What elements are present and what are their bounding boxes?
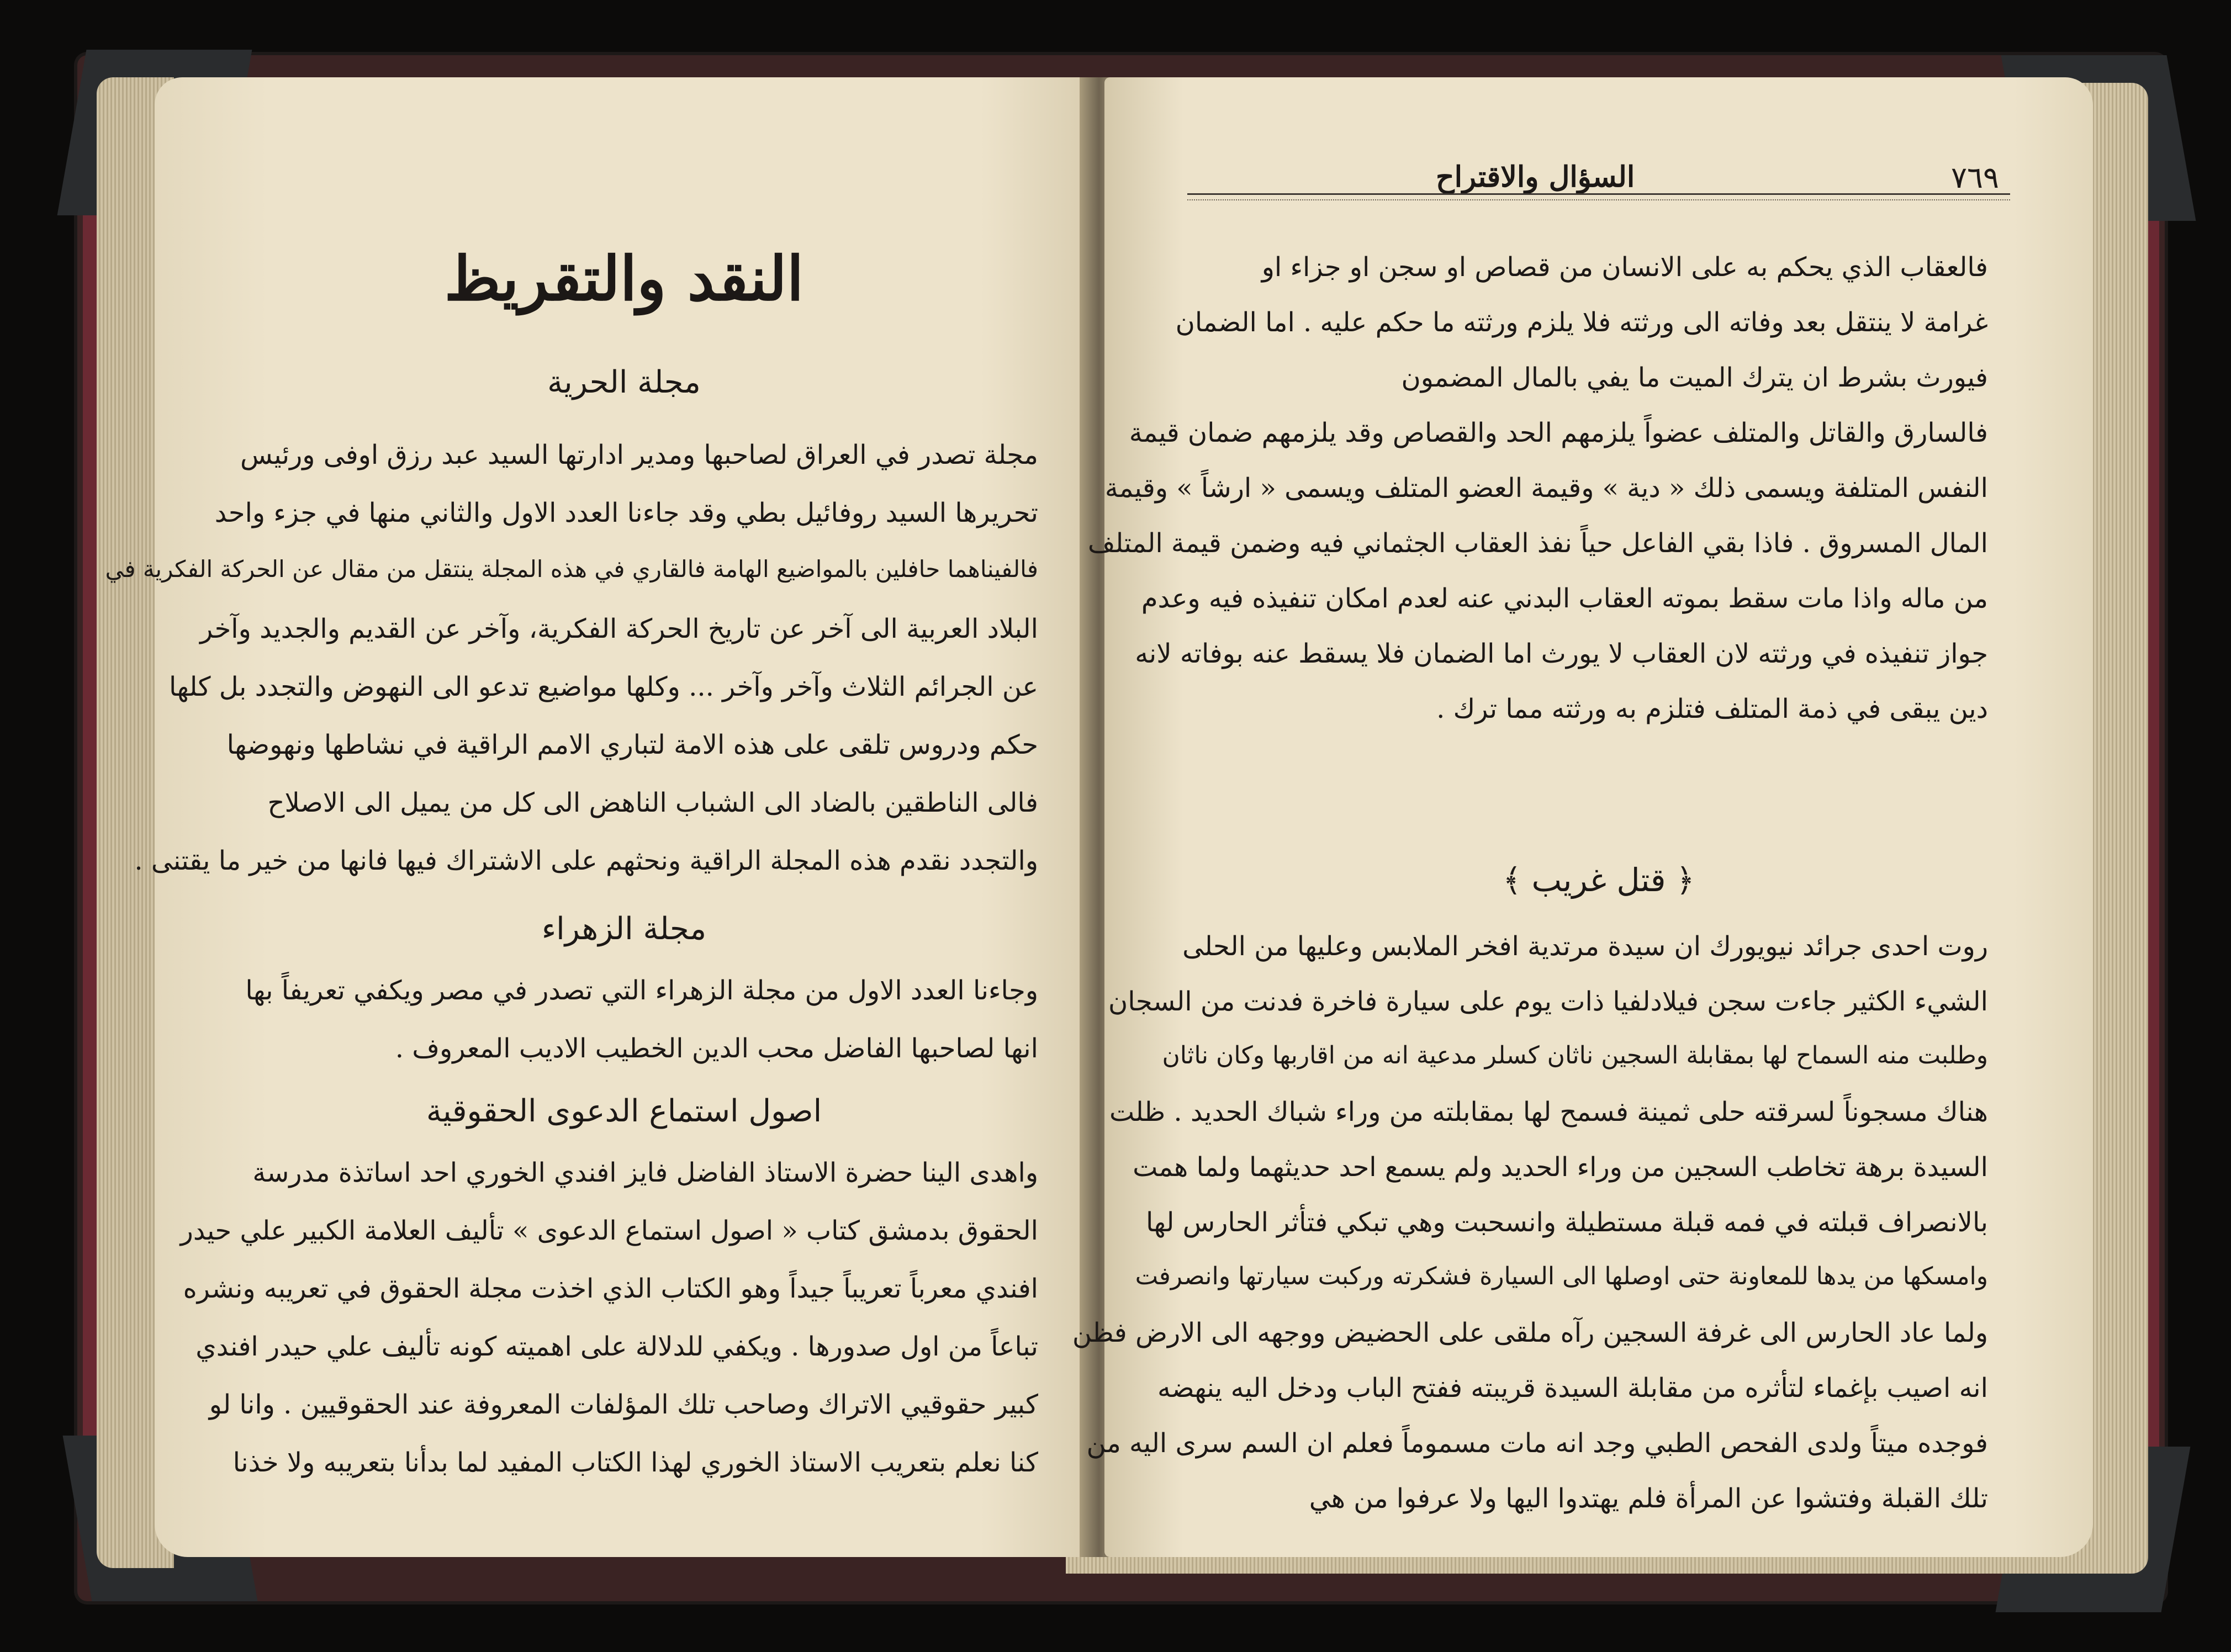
- text-line: فالعقاب الذي يحكم به على الانسان من قصاص او سجن او جزاء او: [1261, 252, 1988, 283]
- text-line: تباعاً من اول صدورها . ويكفي للدلالة على اهميته كونه تأليف علي حيدر افندي: [195, 1331, 1038, 1362]
- running-header: السؤال والاقتراح: [1436, 160, 1635, 194]
- text-line: فالسارق والقاتل والمتلف عضواً يلزمهم الحد والقصاص وقد يلزمهم ضمان قيمة: [1129, 417, 1988, 448]
- page-title: النقد والتقريظ: [444, 243, 804, 314]
- text-line: النفس المتلفة ويسمى ذلك « دية » وقيمة العضو المتلف ويسمى « ارشاً » وقيمة: [1104, 473, 1988, 504]
- text-line: كنا نعلم بتعريب الاستاذ الخوري لهذا الكتاب المفيد لما بدأنا بتعريبه ولا خذنا: [232, 1447, 1038, 1478]
- text-line: وطلبت منه السماح لها بمقابلة السجين ناثان كسلر مدعية انه من اقاربها وكان ناثان: [1162, 1041, 1988, 1069]
- text-line: هناك مسجوناً لسرقته حلى ثمينة فسمح لها بمقابلته من وراء شباك الحديد . ظلت: [1109, 1097, 1988, 1127]
- section-heading: اصول استماع الدعوى الحقوقية: [426, 1093, 822, 1129]
- text-line: فوجده ميتاً ولدى الفحص الطبي وجد انه مات مسموماً فعلم ان السم سرى اليه من: [1086, 1428, 1988, 1459]
- text-line: انه اصيب بإغماء لتأثره من مقابلة السيدة قريبته ففتح الباب ودخل اليه ينهضه: [1157, 1373, 1988, 1404]
- text-line: بالانصراف قبلته في فمه قبلة مستطيلة وانسحبت وهي تبكي فتأثر الحارس لها: [1145, 1207, 1988, 1238]
- text-line: المال المسروق . فاذا بقي الفاعل حياً نفذ العقاب الجثماني فيه وضمن قيمة المتلف: [1087, 528, 1988, 559]
- right-page: [1072, 77, 2093, 1557]
- section-heading: مجلة الزهراء: [541, 911, 707, 947]
- text-line: من ماله واذا مات سقط بموته العقاب البدني عنه لعدم امكان تنفيذه فيه وعدم: [1141, 583, 1988, 614]
- text-line: الحقوق بدمشق كتاب « اصول استماع الدعوى » تأليف العلامة الكبير علي حيدر: [180, 1215, 1038, 1246]
- text-line: ولما عاد الحارس الى غرفة السجين رآه ملقى على الحضيض ووجهه الى الارض فظن: [1072, 1317, 1988, 1348]
- text-line: وامسكها من يدها للمعاونة حتى اوصلها الى السيارة فشكرته وركبت سيارتها وانصرفت: [1135, 1262, 1988, 1290]
- page-number: ٧٦٩: [1950, 160, 1999, 195]
- text-line: حكم ودروس تلقى على هذه الامة لتباري الامم الراقية في نشاطها ونهوضها: [226, 729, 1038, 760]
- text-line: افندي معرباً تعريباً جيداً وهو الكتاب الذي اخذت مجلة الحقوق في تعريبه ونشره: [183, 1273, 1038, 1304]
- text-line: تلك القبلة وفتشوا عن المرأة فلم يهتدوا اليها ولا عرفوا من هي: [1309, 1483, 1988, 1514]
- text-line: روت احدى جرائد نيويورك ان سيدة مرتدية افخر الملابس وعليها من الحلى: [1182, 931, 1988, 962]
- section-heading: مجلة الحرية: [547, 364, 701, 400]
- text-line: كبير حقوقيي الاتراك وصاحب تلك المؤلفات المعروفة عند الحقوقيين . وانا لو: [209, 1389, 1038, 1420]
- text-line: مجلة تصدر في العراق لصاحبها ومدير ادارتها السيد عبد رزق اوفى ورئيس: [240, 440, 1038, 470]
- text-line: عن الجرائم الثلاث وآخر وآخر ... وكلها مواضيع تدعو الى النهوض والتجدد بل كلها: [168, 671, 1038, 702]
- text-line: فالفيناهما حافلين بالمواضيع الهامة فالقاري في هذه المجلة ينتقل من مقال عن الحركة الفكرية في: [105, 555, 1038, 583]
- text-line: فيورث بشرط ان يترك الميت ما يفي بالمال المضمون: [1401, 362, 1988, 393]
- text-line: والتجدد نقدم هذه المجلة الراقية ونحثهم على الاشتراك فيها فانها من خير ما يقتنى .: [134, 845, 1038, 876]
- text-line: دين يبقى في ذمة المتلف فتلزم به ورثته مما ترك .: [1436, 693, 1988, 724]
- text-line: واهدى الينا حضرة الاستاذ الفاضل فايز افندي الخوري احد اساتذة مدرسة: [252, 1157, 1038, 1188]
- section-heading: ﴿ قتل غريب ﴾: [1503, 861, 1695, 899]
- header-rule: [1187, 193, 2010, 200]
- text-line: غرامة لا ينتقل بعد وفاته الى ورثته فلا يلزم ورثته ما حكم عليه . اما الضمان: [1175, 307, 1988, 338]
- text-line: الشيء الكثير جاءت سجن فيلادلفيا ذات يوم على سيارة فاخرة فدنت من السجان: [1108, 986, 1988, 1017]
- text-line: تحريرها السيد روفائيل بطي وقد جاءنا العدد الاول والثاني منها في جزء واحد: [214, 497, 1038, 528]
- text-line: وجاءنا العدد الاول من مجلة الزهراء التي تصدر في مصر ويكفي تعريفاً بها: [245, 975, 1038, 1006]
- text-line: البلاد العربية الى آخر عن تاريخ الحركة الفكرية، وآخر عن القديم والجديد وآخر: [200, 613, 1038, 644]
- text-line: السيدة برهة تخاطب السجين من وراء الحديد ولم يسمع احد حديثهما ولما همت: [1133, 1152, 1988, 1183]
- left-page: [105, 77, 1093, 1557]
- text-line: جواز تنفيذه في ورثته لان العقاب لا يورث اما الضمان فلا يسقط عنه بوفاته لانه: [1135, 638, 1988, 669]
- text-line: فالى الناطقين بالضاد الى الشباب الناهض الى كل من يميل الى الاصلاح: [267, 787, 1038, 818]
- text-line: انها لصاحبها الفاضل محب الدين الخطيب الاديب المعروف .: [395, 1033, 1038, 1064]
